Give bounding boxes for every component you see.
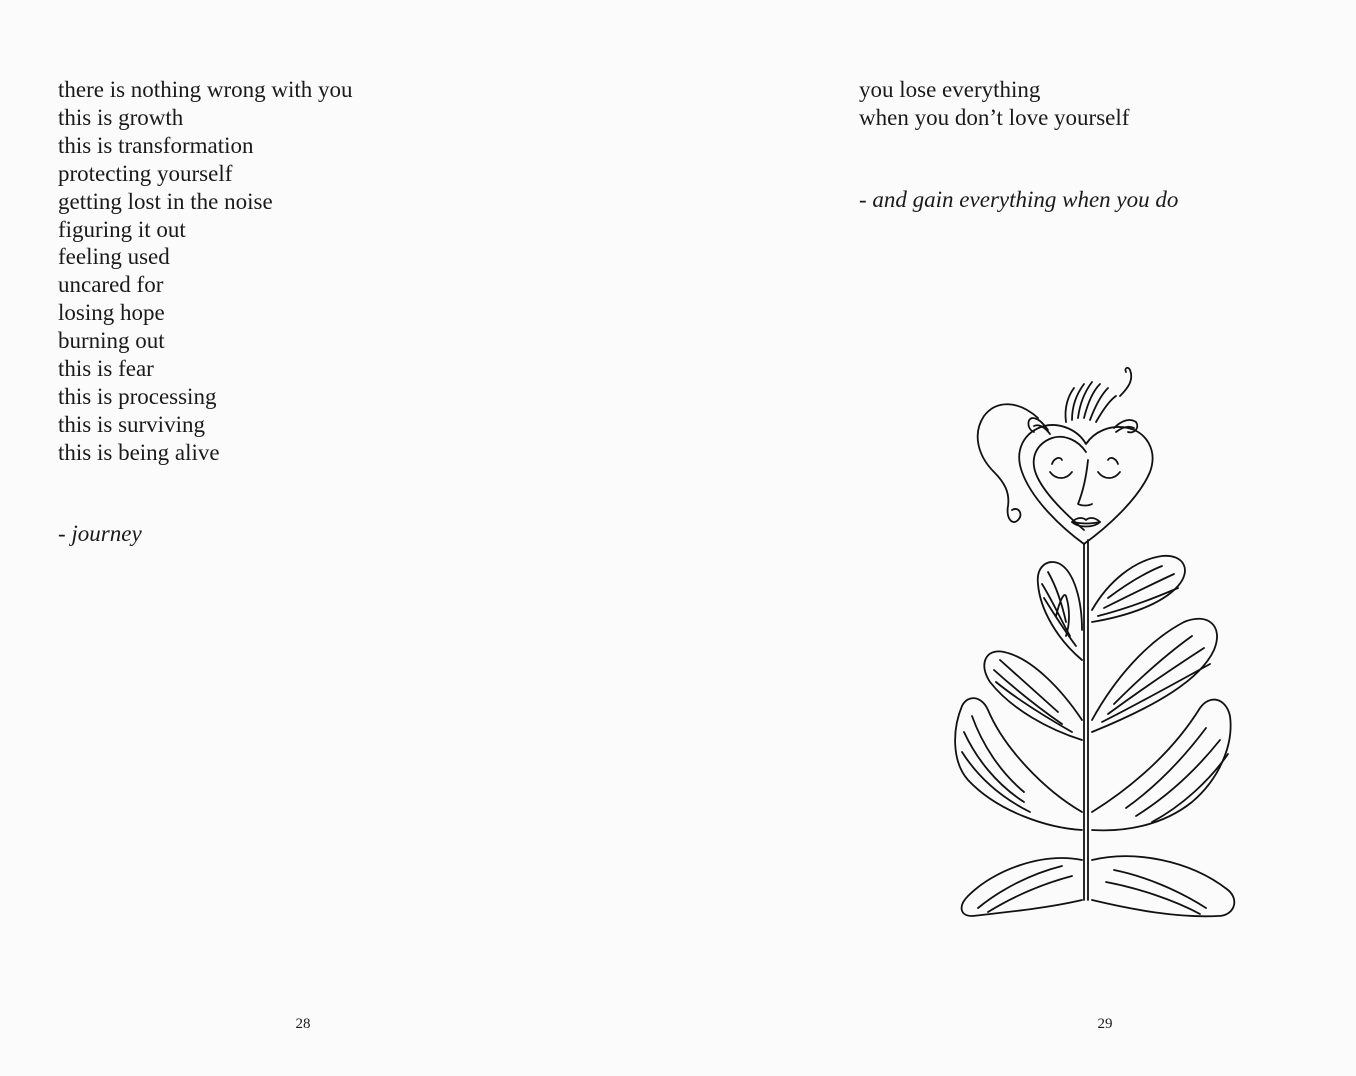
poem-line: this is fear	[58, 356, 154, 382]
caption-dash: -	[58, 521, 72, 546]
nose	[1078, 460, 1092, 506]
caption-title: journey	[71, 521, 142, 546]
poem-line: burning out	[58, 328, 165, 354]
poem-line: this is being alive	[58, 439, 220, 465]
right-page	[678, 0, 1356, 1076]
poem-line: this is transformation	[58, 132, 254, 158]
caption-title: and gain everything when you do	[872, 187, 1179, 212]
heart-face-inner	[1034, 437, 1086, 530]
poem-line: uncared for	[58, 272, 164, 298]
page-number-left: 28	[295, 1016, 311, 1032]
lip-line	[1072, 522, 1100, 524]
poem-caption-gain-everything	[859, 187, 1178, 213]
left-eye	[1050, 472, 1072, 478]
poem-line: figuring it out	[58, 216, 186, 242]
poem-love-yourself	[859, 76, 1129, 132]
poem-line: protecting yourself	[58, 160, 233, 186]
poem-line: when you don’t love yourself	[859, 104, 1130, 130]
right-eye	[1098, 472, 1120, 478]
right-eyelash	[1108, 458, 1118, 464]
left-eyelash	[1052, 458, 1062, 464]
flower-face-illustration	[938, 360, 1278, 940]
flower-face-drawing	[938, 360, 1278, 940]
poem-line: this is processing	[58, 383, 217, 409]
poem-line: there is nothing wrong with you	[58, 77, 353, 102]
caption-dash: -	[859, 187, 873, 212]
leaves-upper	[1038, 556, 1185, 660]
poem-line: getting lost in the noise	[58, 188, 273, 214]
poem-line: losing hope	[58, 300, 165, 326]
poem-journey	[58, 76, 353, 467]
leaves-middle	[984, 619, 1217, 740]
hair-sprigs	[1028, 368, 1137, 434]
page-number-right: 29	[1097, 1016, 1113, 1032]
poem-line: feeling used	[58, 244, 170, 270]
poem-line: this is surviving	[58, 411, 205, 437]
poem-line: you lose everything	[859, 77, 1041, 102]
poem-line: this is growth	[58, 104, 184, 130]
leaves-bottom	[962, 856, 1235, 916]
poem-caption-journey	[58, 521, 142, 547]
